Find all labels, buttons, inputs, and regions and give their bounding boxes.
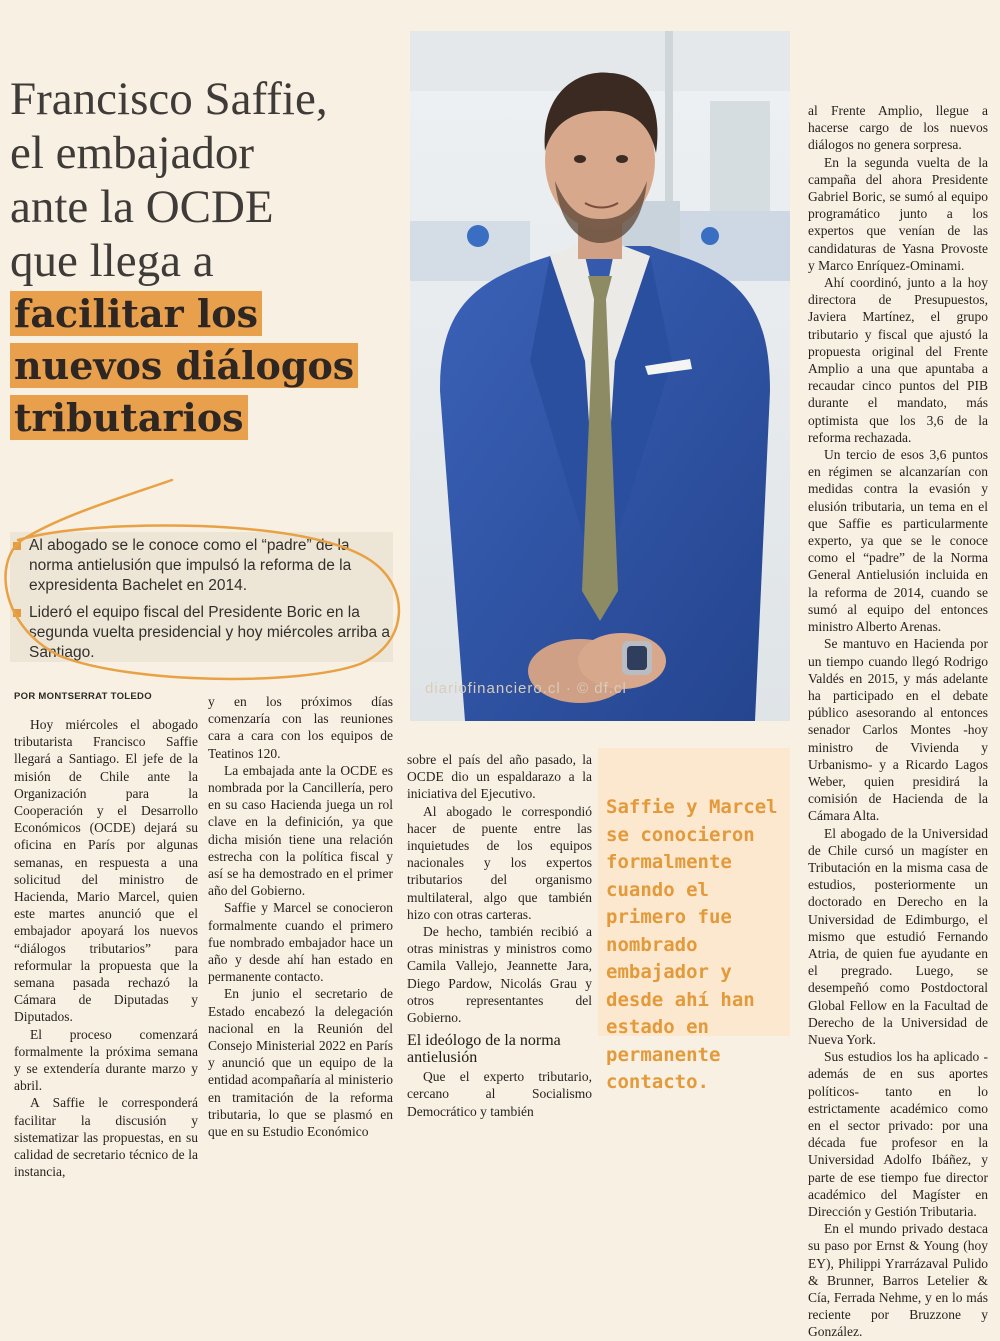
headline-highlight-1 [10,288,405,340]
headline [10,72,405,444]
headline-line-3: ante la OCDE [10,181,274,233]
paragraph: El abogado de la Universidad de Chile cursó un magíster en Tributación en la misma casa de estudios, posteriormente un doctorado en Derecho en la Universidad de Edimburgo, el mismo que estudió Fernando Atria, de quien fue ayudante en el pregrado. Luego, se desempeñó como Postdoctoral Global Fellow en la Facultad de Derecho de la Universidad de Nueva York. [808,825,988,1047]
paragraph: El proceso comenzará formalmente la próxima semana y se extendería durante marzo y abril. [14,1026,198,1094]
byline: POR MONTSERRAT TOLEDO [14,691,152,702]
subheading: El ideólogo de la norma antielusión [407,1032,561,1067]
paragraph: sobre el país del año pasado, la OCDE dio un espaldarazo a la iniciativa del Ejecutivo. [407,752,592,802]
paragraph: En el mundo privado destaca su paso por Ernst & Young (hoy EY), Philippi Yrarrázaval Pulido & Brunner, Barros Letelier & Cía, Ferrada Nehme, y en lo más reciente por Bruzzone y González. [808,1221,988,1340]
paragraph: Se mantuvo en Hacienda por un tiempo cuando llegó Rodrigo Valdés en 2015, y más adelante ha participado en el debate público asesorando al entonces senador Carlos Montes -hoy ministro de Vivienda y Urbanismo- y a Ricardo Lagos Weber, quien presidirá la comisión de Hacienda de la Cámara Alta. [808,636,988,824]
article-column-4 [808,102,988,1341]
paragraph: Que el experto tributario, cercano al Socialismo Democrático y también [407,1069,592,1119]
paragraph: Saffie y Marcel se conocieron formalmente cuando el primero fue nombrado embajador hace un año y desde ahí han estado en permanente contacto. [208,900,393,985]
article-column-2 [208,693,393,1140]
headline-highlight-2 [10,340,405,392]
paragraph: La embajada ante la OCDE es nombrada por la Cancillería, pero en su caso Hacienda juega un rol clave en la definición, ya que dicha misión tiene una relación estrecha con la política fiscal y así se ha demostrado en el primer año del Gobierno. [208,762,393,899]
paragraph: En junio el secretario de Estado encabezó la delegación nacional en la Reunión del Consejo Ministerial 2022 en París y anunció que un equipo de la entidad acompañaría al ministerio en tramitación de la reforma tributaria, lo que se plasmó en que en su Estudio Económico [208,986,393,1140]
bullet-text: Al abogado se le conoce como el “padre” de la norma antielusión que impulsó la reforma de la expresidenta Bachelet en 2014. [29,537,352,594]
paragraph: al Frente Amplio, llegue a hacerse cargo de los nuevos diálogos no genera sorpresa. [808,103,988,153]
highlight-text: nuevos diálogos [10,343,358,388]
watermark: diariofinanciero.cl · © df.cl [425,680,627,697]
headline-highlight-3 [10,392,405,444]
pull-quote-text: Saffie y Marcel se conocieron formalmente cuando el primero fue nombrado embajador y desde ahí han estado en permanente contacto. [606,796,778,1093]
headline-line-1: Francisco Saffie, [10,73,328,125]
highlight-text: tributarios [10,395,248,440]
paragraph: Al abogado le correspondió hacer de puente entre las inquietudes de los equipos nacionales y los expertos tributarios del organismo multilateral, algo que también hizo con otras carteras. [407,803,592,922]
paragraph: Sus estudios los ha aplicado -además de en sus aportes políticos- tanto en lo estrictamente académico como en el sector privado: por una década fue profesor en la Universidad Adolfo Ibáñez, y parte de ese tiempo fue director académico del Magíster en Dirección y Gestión Tributaria. [808,1049,988,1219]
paragraph: De hecho, también recibió a otras ministras y ministros como Camila Vallejo, Jeannette Jara, Diego Pardow, Nicolás Grau y otros representantes del Gobierno. [407,924,592,1026]
article-column-1 [14,716,198,1180]
headline-line-2: el embajador [10,127,255,179]
article-column-3 [407,751,592,1120]
portrait-photo [410,31,790,721]
paragraph: y en los próximos días comenzaría con las reuniones cara a cara con los equipos de Teatinos 120. [208,694,393,761]
paragraph: A Saffie le corresponderá facilitar la discusión y sistematizar las propuestas, en su calidad de secretario técnico de la instancia, [14,1095,198,1180]
highlight-text: facilitar los [10,291,262,336]
pull-quote [598,748,790,1093]
paragraph: Hoy miércoles el abogado tributarista Francisco Saffie llegará a Santiago. El jefe de la misión de Chile ante la Organización para la Cooperación y el Desarrollo Económicos (OCDE) dejará su oficina en París por algunas semanas, en respuesta a una solicitud del ministro de Hacienda, Mario Marcel, quien este martes anunció que el embajador apoyará los nuevos “diálogos tributarios” para reformular la propuesta que la semana pasada rechazó la Cámara de Diputadas y Diputados. [14,717,198,1025]
paragraph: Ahí coordinó, junto a la hoy directora de Presupuestos, Javiera Martínez, el grupo tributario y fiscal que ajustó la propuesta original del Frente Amplio a una que apuntaba a recaudar cinco puntos del PIB durante el mandato, más optimista que los 3,6 de la reforma rechazada. [808,275,988,445]
hand-drawn-ellipse-annotation [0,478,410,688]
paragraph: Un tercio de esos 3,6 puntos en régimen se alcanzarían con medidas contra la evasión y elusión tributaria, un tema en el que Saffie es particularmente experto, ya que se le conoce como el “padre” de la Norma General Antielusión incluida en la reforma de 2014, cuando se sumó al equipo del entonces ministro Alberto Arenas. [808,447,988,635]
paragraph: En la segunda vuelta de la campaña del ahora Presidente Gabriel Boric, se sumó al equipo programático junto a los expertos que venían de las candidaturas de Yasna Provoste y Marco Enríquez-Ominami. [808,154,988,273]
headline-line-4: que llega a [10,235,214,287]
bullet-text: Lideró el equipo fiscal del Presidente Boric en la segunda vuelta presidencial y hoy miércoles arriba a Santiago. [29,604,391,661]
